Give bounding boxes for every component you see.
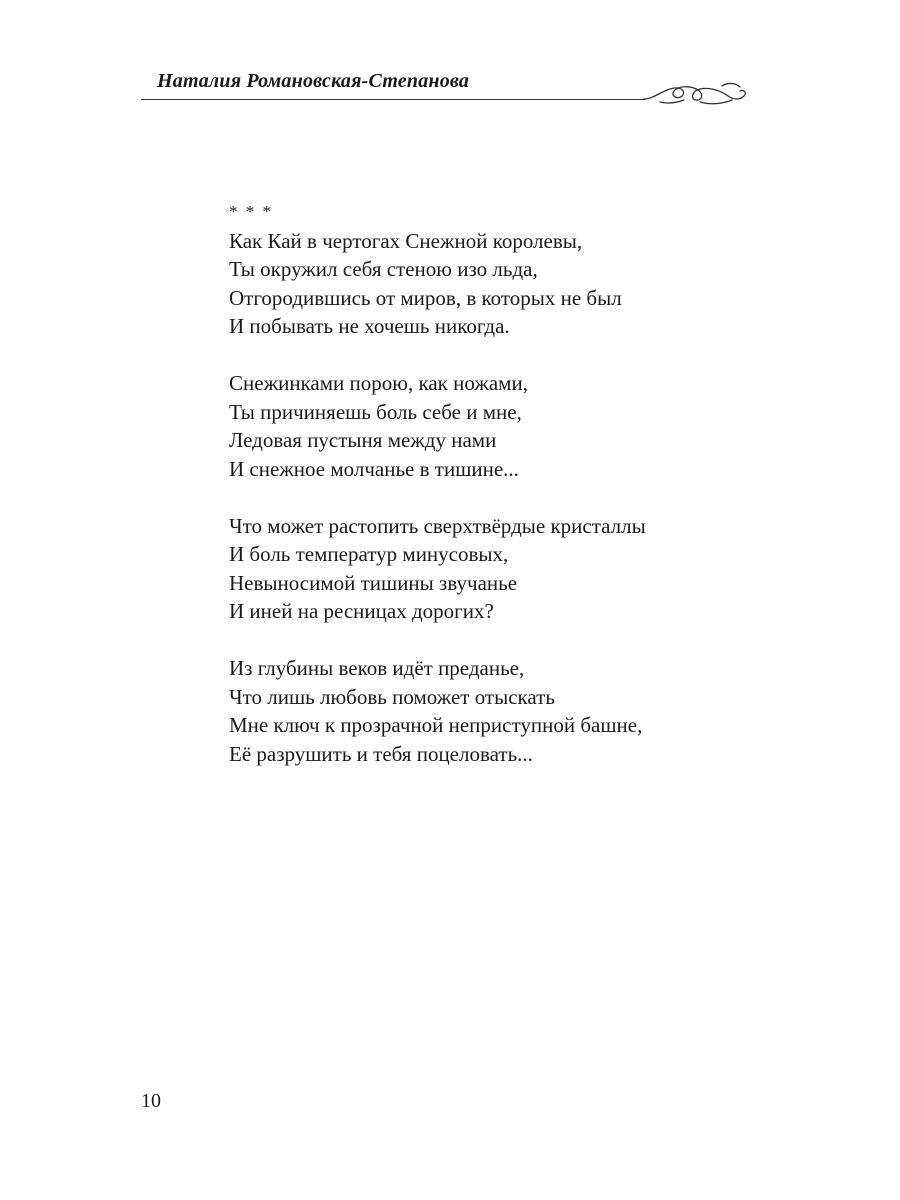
poem-line: Ты причиняешь боль себе и мне,: [229, 399, 522, 424]
poem-separator-asterisks: * * *: [229, 202, 273, 221]
stanza: [229, 512, 646, 626]
poem-line: Что может растопить сверхтвёрдые кристаллы: [229, 513, 646, 538]
poem-line: Отгородившись от миров, в которых не был: [229, 285, 622, 310]
poem-line: Мне ключ к прозрачной неприступной башне,: [229, 713, 643, 737]
poem-line: Снежинками порою, как ножами,: [229, 371, 528, 395]
poem-line: Её разрушить и тебя поцеловать...: [229, 741, 533, 766]
page-number: 10: [141, 1090, 161, 1112]
header-author-name: Наталия Романовская-Степанова: [157, 70, 470, 92]
poem-line: Что лишь любовь поможет отыскать: [229, 684, 555, 709]
stanza: [229, 227, 646, 341]
poem-line: И иней на ресницах дорогих?: [229, 599, 494, 623]
poem-line: Ледовая пустыня между нами: [229, 428, 497, 452]
stanza: [229, 369, 646, 483]
poem-line: Как Кай в чертогах Снежной королевы,: [229, 228, 583, 253]
poem-line: Невыносимой тишины звучанье: [229, 570, 518, 595]
poem-line: И боль температур минусовых,: [229, 542, 509, 566]
poem-line: Из глубины веков идёт преданье,: [229, 656, 525, 680]
poem-line: И снежное молчанье в тишине...: [229, 456, 519, 481]
header-rule-line: [141, 99, 645, 100]
poem: [229, 198, 646, 768]
stanza: [229, 654, 646, 768]
poem-line: Ты окружил себя стеною изо льда,: [229, 257, 538, 281]
flourish-ornament-icon: [640, 76, 752, 110]
poem-line: И побывать не хочешь никогда.: [229, 314, 510, 338]
